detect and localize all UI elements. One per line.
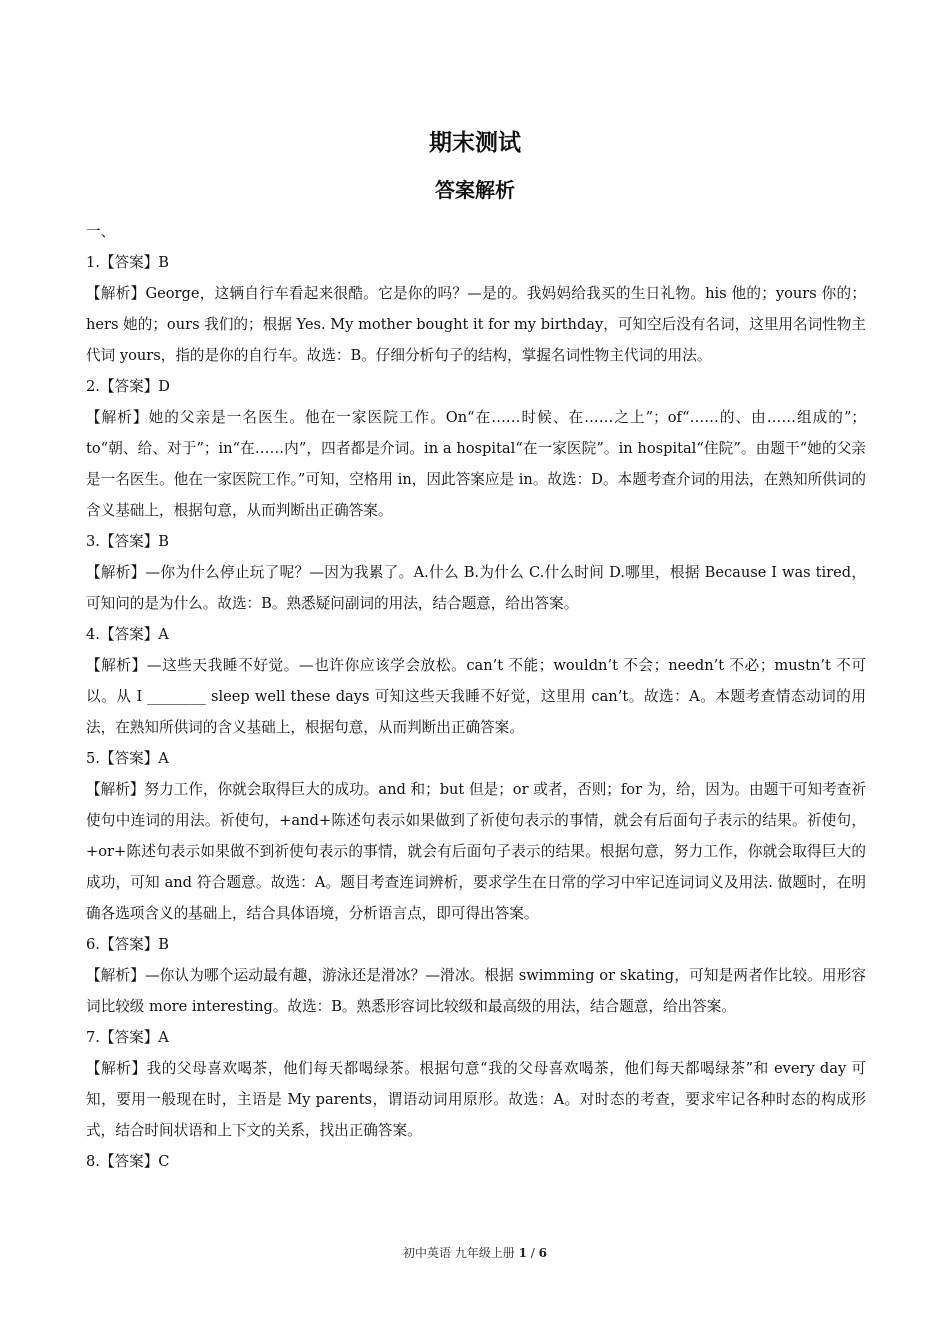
answer-line: 2.【答案】D xyxy=(86,378,170,395)
analysis-paragraph: 【解析】George，这辆自行车看起来很酷。它是你的吗？—是的。我妈妈给我买的生日礼物。his 他的；yours 你的；hers 她的；ours 我们的；根据 Yes. My mother bought it for my birthday，可知空后没有名词，这里用名词性物主代词 yours，指的是你的自行车。故选：B。仔细分析句子的结构，掌握名词性物主代词的用法。 xyxy=(86,285,866,364)
footer-page-total: 6 xyxy=(538,1246,548,1260)
analysis-paragraph: 【解析】努力工作，你就会取得巨大的成功。and 和；but 但是；or 或者，否则；for 为，给，因为。由题干可知考查祈使句中连词的用法。祈使句，+and+陈述句表示如果做到了祈使句表示的事情，就会有后面句子表示的结果。祈使句，+or+陈述句表示如果做不到祈使句表示的事情，就会有后面句子表示的结果。根据句意，努力工作，你就会取得巨大的成功，可知 and 符合题意。故选：A。题目考查连词辨析，要求学生在日常的学习中牢记连词词义及用法. 做题时，在明确各选项含义的基础上，结合具体语境，分析语言点，即可得出答案。 xyxy=(86,781,866,922)
answer-line: 3.【答案】B xyxy=(86,533,170,550)
page-footer xyxy=(0,1244,950,1261)
page-subtitle: 答案解析 xyxy=(435,178,515,202)
answer-line: 5.【答案】A xyxy=(86,750,169,767)
footer-label: 初中英语 九年级上册 xyxy=(402,1246,515,1260)
page-title: 期末测试 xyxy=(429,130,521,156)
answer-line: 1.【答案】B xyxy=(86,254,170,271)
section-heading: 一、 xyxy=(86,223,116,240)
answer-line: 4.【答案】A xyxy=(86,626,169,643)
analysis-paragraph: 【解析】—这些天我睡不好觉。—也许你应该学会放松。can’t 不能；wouldn’t 不会；needn’t 不必；mustn’t 不可以。从 I ________ sleep well these days 可知这些天我睡不好觉，这里用 can’t。故选：A。本题考查情态动词的用法，在熟知所供词的含义基础上，根据句意，从而判断出正确答案。 xyxy=(86,657,866,736)
answer-line: 8.【答案】C xyxy=(86,1153,170,1170)
analysis-paragraph: 【解析】—你认为哪个运动最有趣，游泳还是滑冰？—滑冰。根据 swimming or skating，可知是两者作比较。用形容词比较级 more interesting。故选：B。熟悉形容词比较级和最高级的用法，结合题意，给出答案。 xyxy=(86,967,866,1015)
analysis-paragraph: 【解析】—你为什么停止玩了呢？—因为我累了。A.什么 B.为什么 C.什么时间 D.哪里，根据 Because I was tired，可知问的是为什么。故选：B。熟悉疑问副词的用法，结合题意，给出答案。 xyxy=(86,564,866,612)
answer-content xyxy=(86,216,866,1177)
footer-separator: / xyxy=(526,1246,539,1260)
answer-line: 6.【答案】B xyxy=(86,936,170,953)
footer-page-number: 1 xyxy=(518,1246,527,1260)
answer-line: 7.【答案】A xyxy=(86,1029,169,1046)
analysis-paragraph: 【解析】我的父母喜欢喝茶，他们每天都喝绿茶。根据句意“我的父母喜欢喝茶，他们每天都喝绿茶”和 every day 可知，要用一般现在时，主语是 My parents，谓语动词用原形。故选：A。对时态的考查，要求牢记各种时态的构成形式，结合时间状语和上下文的关系，找出正确答案。 xyxy=(86,1060,866,1139)
analysis-paragraph: 【解析】她的父亲是一名医生。他在一家医院工作。On“在……时候、在……之上”；of“……的、由……组成的”；to“朝、给、对于”；in“在……内”，四者都是介词。in a hospital“在一家医院”。in hospital“住院”。由题干“她的父亲是一名医生。他在一家医院工作。”可知，空格用 in，因此答案应是 in。故选：D。本题考查介词的用法，在熟知所供词的含义基础上，根据句意，从而判断出正确答案。 xyxy=(86,409,866,519)
